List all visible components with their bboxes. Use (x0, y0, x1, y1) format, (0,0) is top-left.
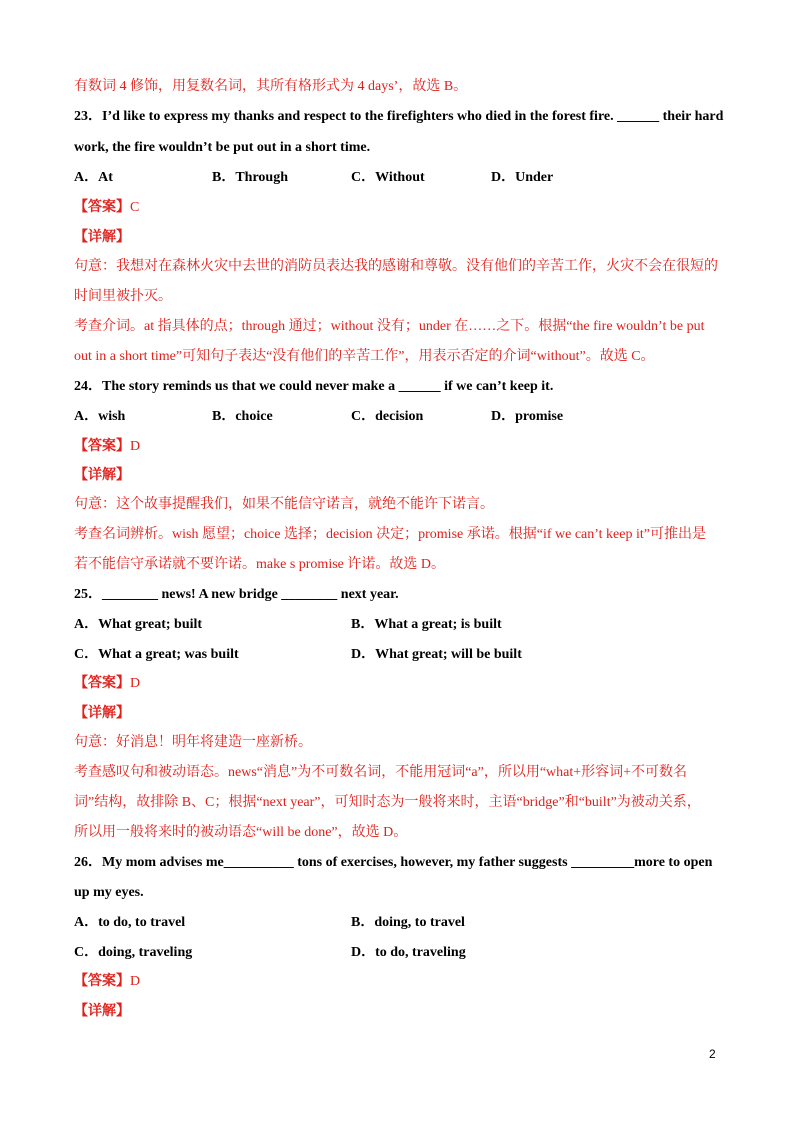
question-23-text-cont: work, the fire wouldn’t be put out in a short time. (74, 140, 371, 155)
answer-value: C (130, 200, 140, 215)
explanation-line: 句意：这个故事提醒我们，如果不能信守诺言，就绝不能许下诺言。 (74, 497, 494, 512)
question-25-text: 25．________ news! A new bridge ________ next year. (74, 587, 399, 602)
answer-value: D (130, 676, 141, 691)
option-c: C．doing, traveling (74, 945, 193, 960)
explanation-line: 考查名词辨析。wish 愿望；choice 选择；decision 决定；promise 承诺。根据“if we can’t keep it”可推出是 (74, 527, 706, 542)
detail-label: 【详解】 (74, 230, 130, 245)
answer-value: D (130, 439, 141, 454)
option-a: A．to do, to travel (74, 915, 186, 930)
detail-label: 【详解】 (74, 468, 130, 483)
question-26-text-cont: up my eyes. (74, 885, 144, 900)
answer-label: 【答案】 (74, 974, 130, 989)
answer-value: D (130, 974, 141, 989)
option-c: C．decision (351, 409, 424, 424)
explanation-line: 若不能信守承诺就不要许诺。make s promise 许诺。故选 D。 (74, 557, 445, 572)
option-a: A．What great; built (74, 617, 203, 632)
answer-label: 【答案】 (74, 439, 130, 454)
explanation-line: 句意：好消息！明年将建造一座新桥。 (74, 735, 312, 750)
explanation-line: out in a short time”可知句子表达“没有他们的辛苦工作”，用表示否定的介词“without”。故选 C。 (74, 349, 655, 364)
option-d: D．Under (491, 170, 554, 185)
explanation-line: 句意：我想对在森林火灾中去世的消防员表达我的感谢和尊敬。没有他们的辛苦工作，火灾不会在很短的 (74, 259, 718, 274)
answer-24 (74, 438, 140, 456)
option-d: D．promise (491, 409, 564, 424)
question-26-text: 26．My mom advises me__________ tons of exercises, however, my father suggests _________more to open (74, 855, 713, 870)
explanation-line: 有数词 4 修饰，用复数名词，其所有格形式为 4 days’，故选 B。 (74, 79, 468, 94)
answer-label: 【答案】 (74, 676, 130, 691)
question-24-text: 24．The story reminds us that we could never make a ______ if we can’t keep it. (74, 379, 554, 394)
answer-25 (74, 675, 140, 693)
answer-23 (74, 199, 139, 217)
question-23-text: 23．I’d like to express my thanks and respect to the firefighters who died in the forest fire. ______ their hard (74, 109, 724, 124)
option-c: C．Without (351, 170, 425, 185)
explanation-line: 考查感叹句和被动语态。news“消息”为不可数名词，不能用冠词“a”，所以用“what+形容词+不可数名 (74, 765, 688, 780)
option-b: B．doing, to travel (351, 915, 465, 930)
explanation-line: 词”结构，故排除 B、C；根据“next year”，可知时态为一般将来时，主语“bridge”和“built”为被动关系， (74, 795, 701, 810)
option-c: C．What a great; was built (74, 647, 239, 662)
option-d: D．to do, traveling (351, 945, 466, 960)
option-d: D．What great; will be built (351, 647, 522, 662)
answer-label: 【答案】 (74, 200, 130, 215)
option-a: A．wish (74, 409, 126, 424)
detail-label: 【详解】 (74, 706, 130, 721)
page-number: 2 (709, 1047, 716, 1061)
explanation-line: 考查介词。at 指具体的点；through 通过；without 没有；under 在……之下。根据“the fire wouldn’t be put (74, 319, 705, 334)
option-b: B．choice (212, 409, 273, 424)
answer-26 (74, 973, 140, 991)
option-a: A．At (74, 170, 113, 185)
option-b: B．What a great; is built (351, 617, 502, 632)
explanation-line: 所以用一般将来时的被动语态“will be done”，故选 D。 (74, 825, 408, 840)
explanation-line: 时间里被扑灭。 (74, 289, 172, 304)
option-b: B．Through (212, 170, 288, 185)
detail-label: 【详解】 (74, 1004, 130, 1019)
